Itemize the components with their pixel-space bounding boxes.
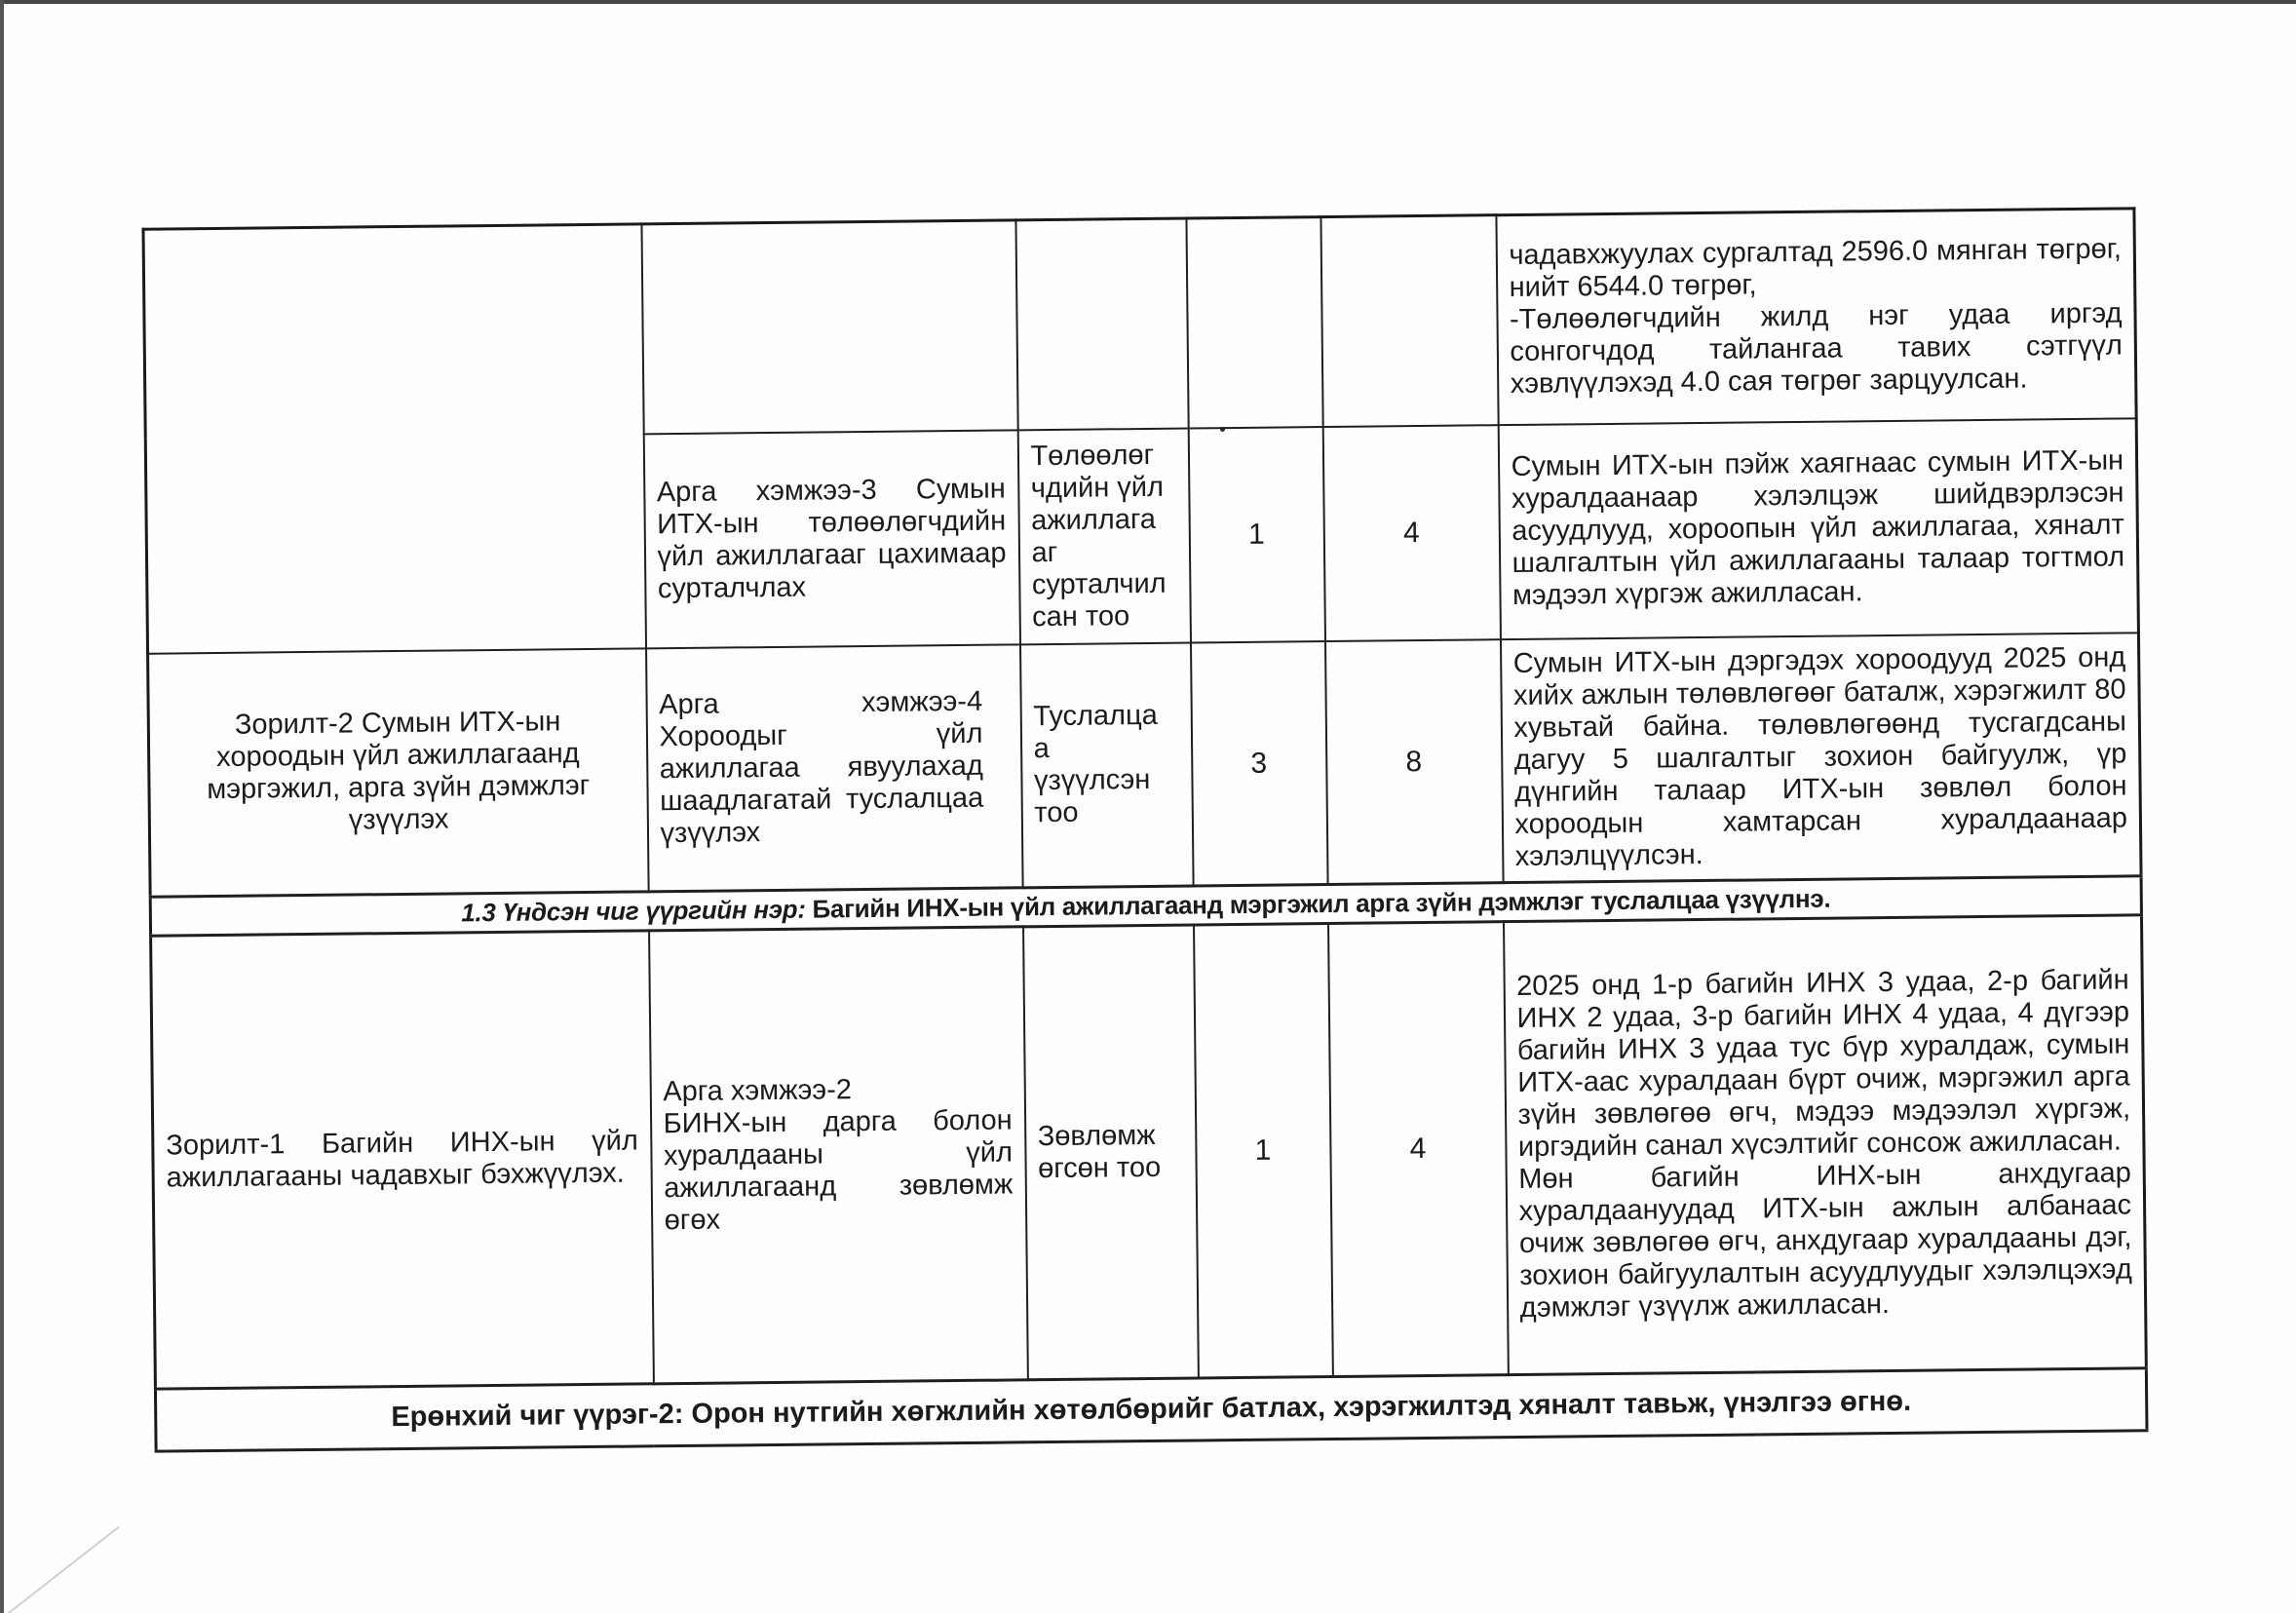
goal1-goal-cell xyxy=(151,930,654,1388)
table-row-goal1 xyxy=(151,914,2147,1388)
goal1-indicator-cell xyxy=(1023,924,1199,1379)
goal2-goal-text: Зорилт-2 Сумын ИТХ-ын хороодын үйл ажиллагаанд мэргэжил, арга зүйн дэмжлэг үзүүлэх xyxy=(207,706,591,836)
carryover-description-text: чадавхжуулах сургалтад 2596.0 мянган төгрөг, нийт 6544.0 төгрөг, -Төлөөлөгчдийн жилд нэг удаа иргэд сонгогчдод тайлангаа тавих сэтгүүл хэвлүүлэхэд 4.0 сая төгрөг зарцуулсан. xyxy=(1509,233,2124,400)
goal2-indicator-cell xyxy=(1019,642,1193,887)
report-table xyxy=(141,207,2148,1452)
table-row-goal2 xyxy=(148,633,2142,897)
measure3-description-text: Сумын ИТХ-ын пэйж хаягнаас сумын ИТХ-ын хуралдаанаар хэлэлцэж шийдвэрлэсэн асуудлууд, хороопын үйл ажиллагаа, хяналт шалгалтын үйл ажиллагааны талаар тогтмол мэдээл хүргэж ажилласан. xyxy=(1511,444,2125,612)
target-cell-empty xyxy=(1186,217,1322,428)
goal2-description-text: Сумын ИТХ-ын дэргэдэх хороодууд 2025 онд хийх ажлын төлөвлөгөөг баталж, хэрэгжилт 80 хувьтай байна. төлөвлөгөөнд тусгагдсаны дагуу 5 шалгалтыг зохион байгуулж, үр дүнгийн талаар ИТХ-ын зөвлөл болон хороодын хамтарсан хуралдаанаар хэлэлцүүлсэн. xyxy=(1512,640,2128,872)
measure3-indicator-text: Төлөөлөг чдийн үйл ажиллага аг сурталчил сан тоо xyxy=(1030,439,1167,633)
measure3-measure-text: Арга хэмжээ-3 Сумын ИТХ-ын төлөөлөгчдийн үйл ажиллагааг цахимаар сурталчлах xyxy=(656,472,1007,604)
goal1-target-value: 1 xyxy=(1194,923,1333,1377)
goal-cell-empty xyxy=(143,224,646,653)
section-header-label: 1.3 Үндсэн чиг үүргийн нэр: xyxy=(461,894,806,927)
footer-text: Ерөнхий чиг үүрэг-2: Орон нутгийн хөгжлийн хөтөлбөрийг батлах, хэрэгжилтэд хяналт тавьж, үнэлгээ өгнө. xyxy=(391,1385,1912,1433)
section-header-text: Багийн ИНХ-ын үйл ажиллагаанд мэргэжил арга зүйн дэмжлэг туслалцаа үзүүлнэ. xyxy=(812,883,1831,924)
carryover-description-cell xyxy=(1496,209,2136,425)
scan-edge-left xyxy=(0,0,4,1613)
scan-edge-top xyxy=(0,0,2296,4)
goal1-indicator-text: Зөвлөмж өгсөн тоо xyxy=(1037,1119,1162,1184)
table-row-carryover xyxy=(143,209,2136,439)
goal1-measure-text: Арга хэмжээ-2 БИНХ-ын дарга болон хуралдааны үйл ажиллагаанд зөвлөмж өгөх xyxy=(663,1074,1014,1237)
goal2-indicator-text: Туслалца а үзүүлсэн тоо xyxy=(1033,699,1158,829)
measure3-measure-cell xyxy=(643,430,1019,648)
goal1-goal-text: Зорилт-1 Багийн ИНХ-ын үйл ажиллагааны чадавхыг бэхжүүлэх. xyxy=(166,1124,638,1194)
measure-cell-empty xyxy=(641,220,1017,434)
goal2-result-value: 8 xyxy=(1324,639,1503,884)
goal2-measure-cell xyxy=(646,644,1023,892)
scan-corner-shadow xyxy=(0,1526,120,1613)
goal2-measure-text: Арга хэмжээ-4 Хороодыг үйл ажиллагаа явуулахад шаадлагатай туслалцаа үзүүлэх xyxy=(658,685,984,849)
measure3-target-value: 1 xyxy=(1188,427,1324,642)
goal2-target-value: 3 xyxy=(1190,641,1327,886)
goal2-goal-cell xyxy=(148,648,649,897)
goal2-description-cell xyxy=(1500,633,2141,882)
measure3-result-value: 4 xyxy=(1322,425,1500,641)
measure3-indicator-cell xyxy=(1017,428,1190,644)
goal1-measure-cell xyxy=(649,926,1028,1383)
goal1-description-text: 2025 онд 1-р багийн ИНХ 3 удаа, 2-р багийн ИНХ 2 удаа, 3-р багийн ИНХ 4 удаа, 4 дүгээр багийн ИНХ 3 удаа тус бүр хуралдаж, сумын ИТХ-аас хуралдаан бүрт очиж, мэргэжил арга зүйн зөвлөгөө өгч, мэдээ мэдээлэл хүргэж, иргэдийн санал хүсэлтийг сонсож ажилласан. Мөн багийн ИНХ-ын анхдугаар хуралдаануудад ИТХ-ын ажлын албанаас очиж зөвлөгөө өгч, анхдугаар хуралдааны дэг, зохион байгуулалтын асуудлуудыг хэлэлцэхэд дэмжлэг үзүүлж ажилласан. xyxy=(1516,964,2132,1324)
result-cell-empty xyxy=(1320,215,1498,427)
goal1-description-cell xyxy=(1504,914,2147,1374)
measure3-description-cell xyxy=(1498,418,2138,639)
goal1-result-value: 4 xyxy=(1328,921,1509,1376)
indicator-cell-empty xyxy=(1015,218,1188,430)
